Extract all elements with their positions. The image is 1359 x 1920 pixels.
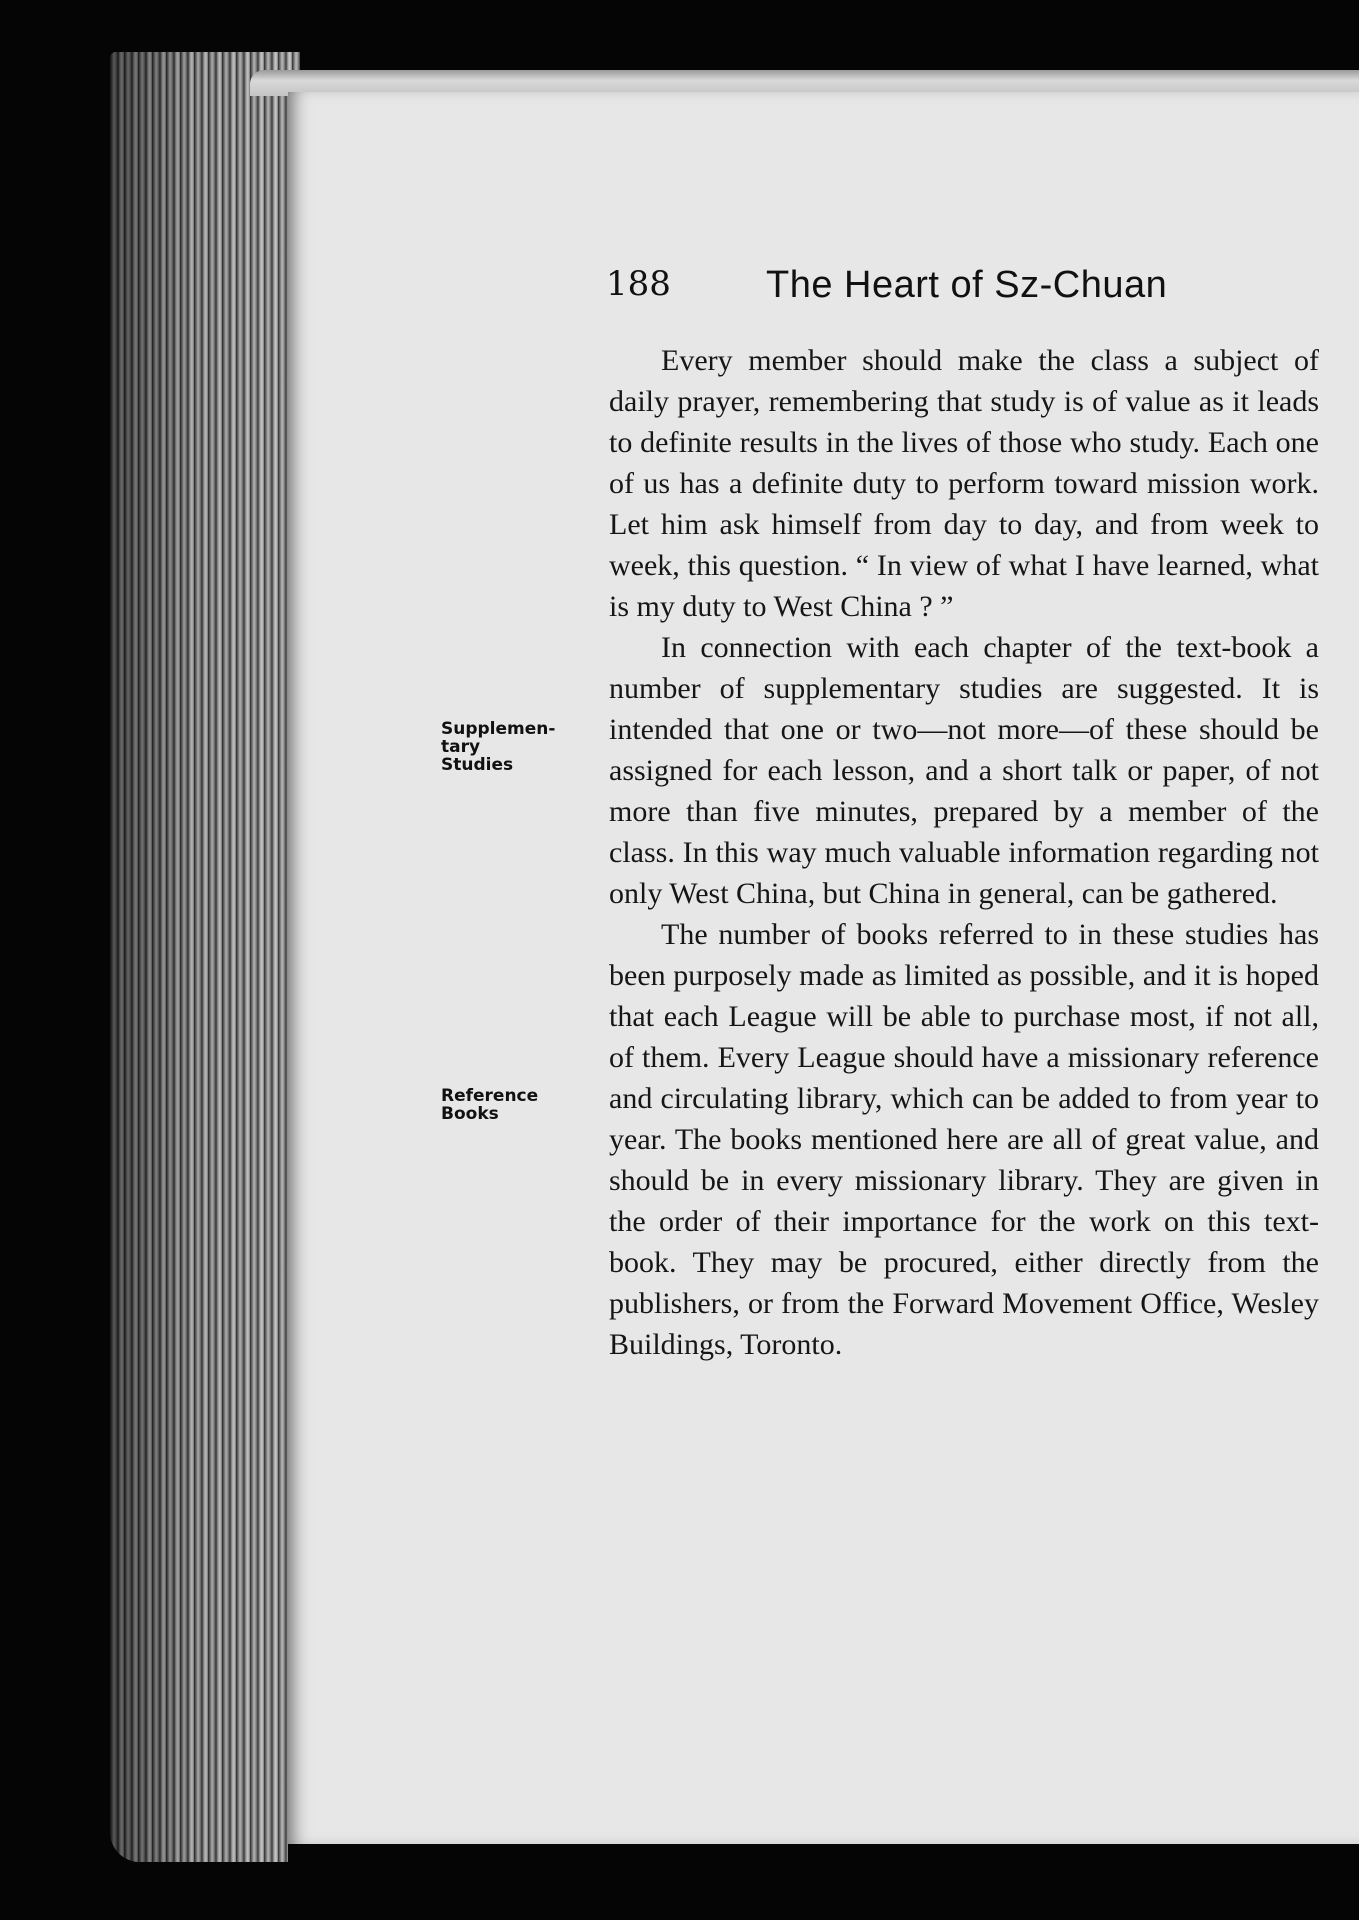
paragraph-class-prayer: Every member should make the class a subject of daily prayer, remembering that study is of value as it leads to definite results in the lives of those who study. Each one of us has a definite duty to perform toward mission work. Let him ask himself from day to day, and from week to week, this question. “ In view of what I have learned, what is my duty to West China ? ” [609,344,1319,623]
bottom-shadow [288,1844,1359,1920]
sidenote-supplementary-studies [441,720,591,774]
book-page-edges [110,52,300,1862]
sidenote-line: Books [441,1104,499,1124]
sidenote-line: tary [441,737,481,757]
page-number: 188 [606,264,671,304]
paragraph-reference-books: The number of books referred to in these studies has been purposely made as limited as possible, and it is hoped that each League will be able to purchase most, if not all, of them. Every League should have a missionary reference and circulating library, which can be added to from year to year. The books mentioned here are all of great value, and should be in every missionary library. They are given in the order of their importance for the work on this text-book. They may be procured, either directly from the publishers, or from the Forward Movement Office, Wesley Buildings, Toronto. [609,918,1319,1361]
paragraph-supplementary-studies: In connection with each chapter of the text-book a number of supplementary studies are suggested. It is intended that one or two—not more—of these should be assigned for each lesson, and a short talk or paper, of not more than five minutes, prepared by a member of the class. In this way much valuable information regarding not only West China, but China in general, can be gathered. [609,631,1319,910]
sidenote-line: Studies [441,755,514,775]
sidenote-reference-books [441,1087,591,1123]
body-text [609,340,1319,1365]
sidenote-line: Supplemen- [441,719,556,739]
running-title: The Heart of Sz-Chuan [766,264,1168,306]
sidenote-line: Reference [441,1086,539,1106]
